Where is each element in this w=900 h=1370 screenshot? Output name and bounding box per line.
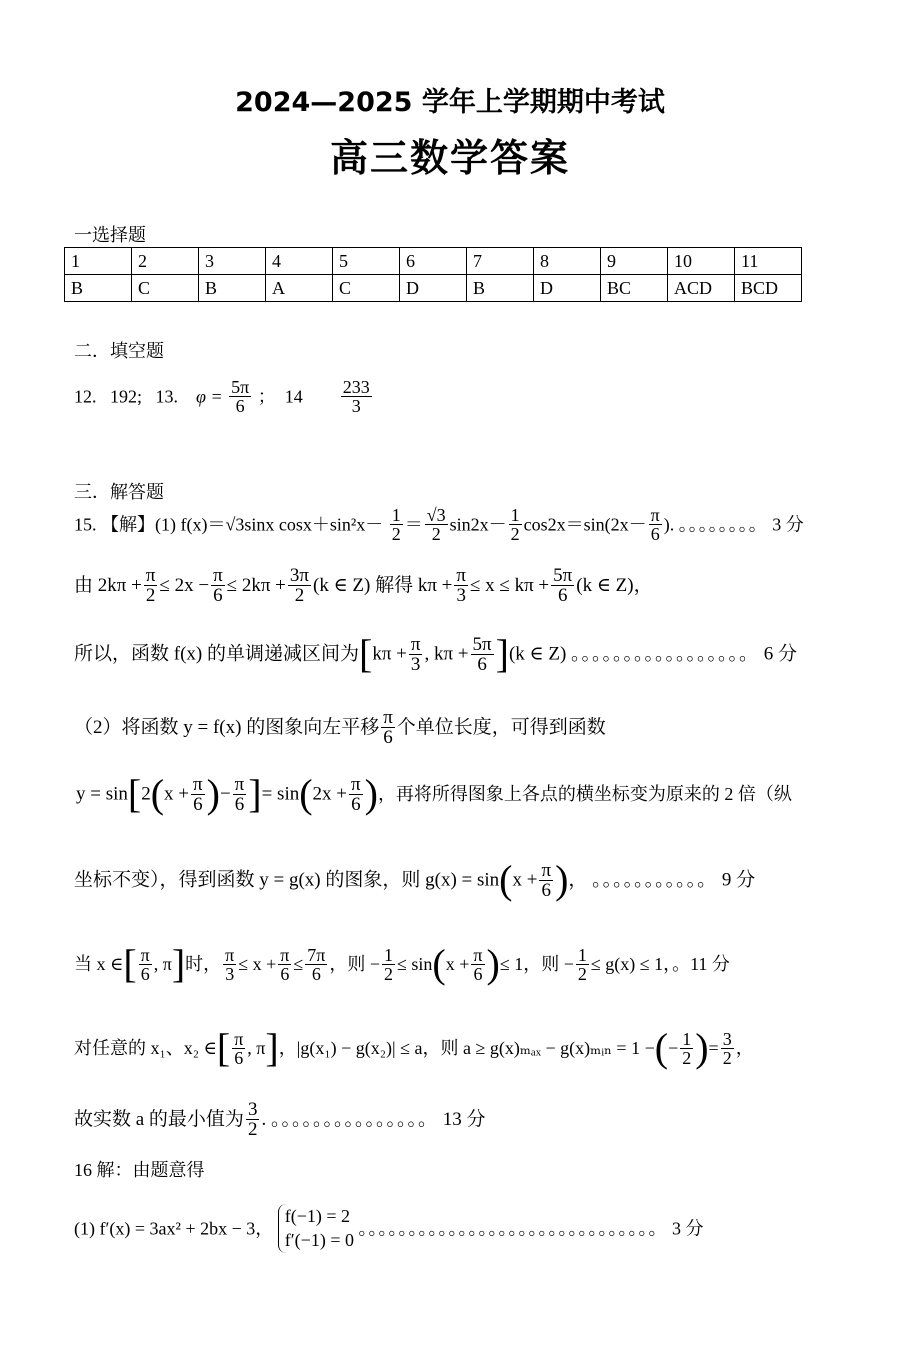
q15-line-9: 故实数 a 的最小值为 $\frac{3}{2}$ . 。。。。。。。。。。。。。。。 13 分: [74, 1099, 486, 1140]
table-cell: C: [333, 275, 400, 302]
q15-line-5: y = sin[2(x + $\frac{\pi}{6}$ )− $\frac{\pi}{6}$ ]= sin(2x + $\frac{\pi}{6}$ )，再将所得图象上各点的横坐标变为原来的 2 倍（纵: [76, 771, 792, 816]
table-cell: D: [400, 275, 467, 302]
table-cell: BC: [601, 275, 668, 302]
table-cell: 11: [735, 248, 802, 275]
section-choice: 一选择题: [74, 225, 146, 245]
table-cell: B: [199, 275, 266, 302]
q13-label: 13.: [155, 386, 179, 407]
table-cell: B: [467, 275, 534, 302]
table-cell: A: [266, 275, 333, 302]
table-cell: D: [534, 275, 601, 302]
exam-title: 2024—2025 学年上学期期中考试: [235, 87, 665, 118]
table-cell: 2: [132, 248, 199, 275]
table-cell: 9: [601, 248, 668, 275]
separator: ；: [257, 386, 276, 407]
q15-line-8: 对任意的 x₁、x₂ ∈[ $\frac{\pi}{6}$ , π]，|g(x₁) − g(x₂)| ≤ a，则 a ≥ g(x)ₘₐₓ − g(x)ₘᵢₙ = 1 −(− $\frac{1}{2}$ )= $\frac{3}{2}$ ，: [74, 1025, 754, 1070]
q16-line-1: (1) f′(x) = 3ax² + 2bx − 3， f(−1) = 2 f′(−1) = 0 。。。。。。。。。。。。。。。。。。。。。。。。。。。。。。 3 分: [74, 1204, 703, 1253]
table-row-answers: [65, 275, 802, 302]
q15-line-4: （2）将函数 y = f(x) 的图象向左平移 $\frac{\pi}{6}$ 个单位长度，可得到函数: [74, 707, 606, 748]
table-cell: B: [65, 275, 132, 302]
table-cell: 10: [668, 248, 735, 275]
fraction: $\frac{5\pi}{6}$: [231, 377, 250, 416]
table-cell: ACD: [668, 275, 735, 302]
q12-label: 12.: [74, 386, 97, 407]
table-cell: BCD: [735, 275, 802, 302]
page-title: 高三数学答案: [329, 136, 570, 180]
q13-lhs: φ =: [196, 386, 223, 407]
table-cell: 4: [266, 248, 333, 275]
table-cell: 8: [534, 248, 601, 275]
table-cell: 6: [400, 248, 467, 275]
q15-line-2: 由 2kπ + $\frac{\pi}{2}$ ≤ 2x − $\frac{\pi}{6}$ ≤ 2kπ + $\frac{3\pi}{2}$ (k ∈ Z) 解得 kπ + $\frac{\pi}{3}$ ≤ x ≤ kπ + $\frac{5\pi}{6}$ (k ∈ Z)，: [74, 565, 653, 606]
table-cell: C: [132, 275, 199, 302]
answer-table: [64, 247, 802, 302]
table-cell: 7: [467, 248, 534, 275]
equation-system: f(−1) = 2 f′(−1) = 0: [278, 1204, 354, 1253]
q12-value: 192;: [110, 386, 143, 407]
q16-title: 16 解：由题意得: [74, 1160, 205, 1180]
table-cell: 3: [199, 248, 266, 275]
q15-line-1: 15. 【解】(1) f(x)＝√3sinx cosx＋sin²x－ $\frac{1}{2}$ ＝ $\frac{√3}{2}$ sin2x－ $\frac{1}{2}$ cos2x＝sin(2x－ $\frac{\pi}{6}$ ). 。。。。。。。。 3 分: [74, 505, 804, 544]
table-row-numbers: [65, 248, 802, 275]
q15-line-3: 所以，函数 f(x) 的单调递减区间为[kπ + $\frac{\pi}{3}$ , kπ + $\frac{5\pi}{6}$ ](k ∈ Z) 。。。。。。。。。。。。。。。。。 6 分: [74, 631, 798, 676]
q15-line-7: 当 x ∈[ $\frac{\pi}{6}$ , π]时， $\frac{\pi}{3}$ ≤ x + $\frac{\pi}{6}$ ≤ $\frac{7\pi}{6}$ ，则 − $\frac{1}{2}$ ≤ sin(x + $\frac{\pi}{6}$ )≤ 1，则 − $\frac{1}{2}$ ≤ g(x) ≤ 1，。11 分: [74, 941, 730, 986]
fraction: $\frac{233}{3}$: [342, 377, 370, 416]
section-fill: 二．填空题: [74, 341, 164, 361]
q14-label: 14: [284, 386, 303, 407]
section-solve: 三．解答题: [74, 482, 164, 502]
q15-line-6: 坐标不变），得到函数 y = g(x) 的图象，则 g(x) = sin(x + $\frac{\pi}{6}$ )， 。。。。。。。。。。。 9 分: [74, 857, 756, 902]
table-cell: 5: [333, 248, 400, 275]
table-cell: 1: [65, 248, 132, 275]
fill-answers: [74, 378, 374, 415]
